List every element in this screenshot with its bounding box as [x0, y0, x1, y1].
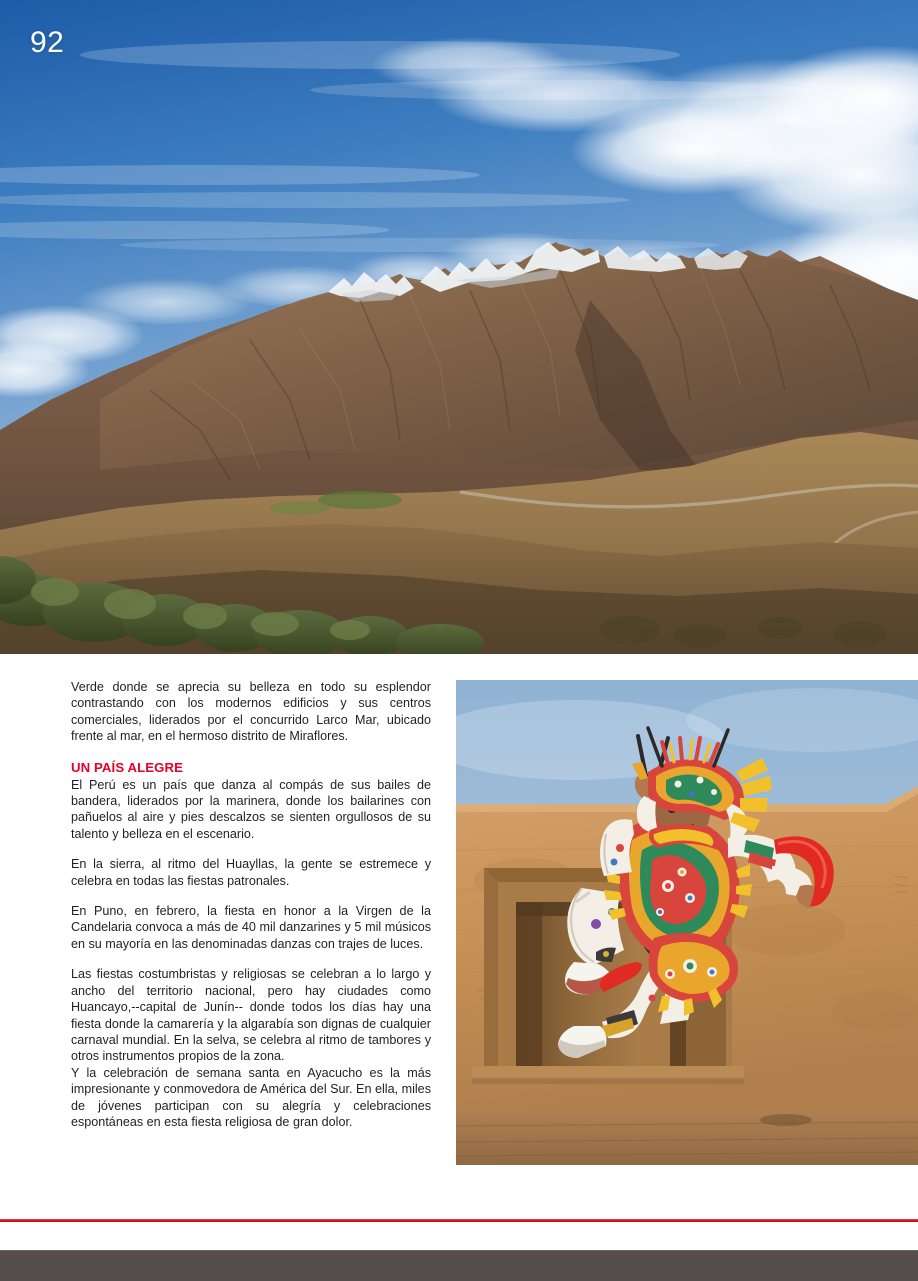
- footer-red-rule: [0, 1219, 918, 1222]
- footer-gray-band: [0, 1250, 918, 1281]
- scissors-dancer-photo: [456, 680, 918, 1165]
- paragraph-peru-danza: El Perú es un país que danza al compás de sus bailes de bandera, liderados por la marinera, donde los bailarines con pañuelos al aire y pies descalzos se sienten orgullosos de su talento y belleza en el escenario.: [71, 777, 431, 841]
- page-number: 92: [30, 26, 65, 59]
- section-heading-un-pais-alegre: UN PAÍS ALEGRE: [71, 759, 184, 775]
- article-text-column: [71, 679, 431, 1144]
- scissors-dancer-illustration: [456, 680, 918, 1165]
- paragraph-ayacucho: Y la celebración de semana santa en Ayacucho es la más impresionante y conmovedora de América del Sur. En ella, miles de jóvenes participan con su alegría y celebraciones espontáneas en esta fiesta religiosa de gran dolor.: [71, 1065, 431, 1129]
- paragraph-puno: En Puno, en febrero, la fiesta en honor a la Virgen de la Candelaria convoca a más de 40 mil danzarines y 5 mil músicos en su mayoría en las denominadas danzas con trajes de luces.: [71, 904, 431, 951]
- paragraph-fiestas: Las fiestas costumbristas y religiosas se celebran a lo largo y ancho del territorio nacional, pero hay ciudades como Huancayo,--capital de Junín-- donde todos los días hay una fiesta donde la camarería y la algarabía son dignas de cualquier carnaval mundial. En la selva, se celebra al ritmo de tambores y otros instrumentos propios de la zona.: [71, 967, 431, 1064]
- paragraph-sierra: En la sierra, al ritmo del Huayllas, la gente se estremece y celebra en todas las fiestas patronales.: [71, 857, 431, 888]
- page-content: [0, 654, 918, 1280]
- paragraph-intro: Verde donde se aprecia su belleza en todo su esplendor contrastando con los modernos edificios y sus centros comerciales, liderados por el concurrido Larco Mar, ubicado frente al mar, en el hermoso distrito de Miraflores.: [71, 680, 431, 744]
